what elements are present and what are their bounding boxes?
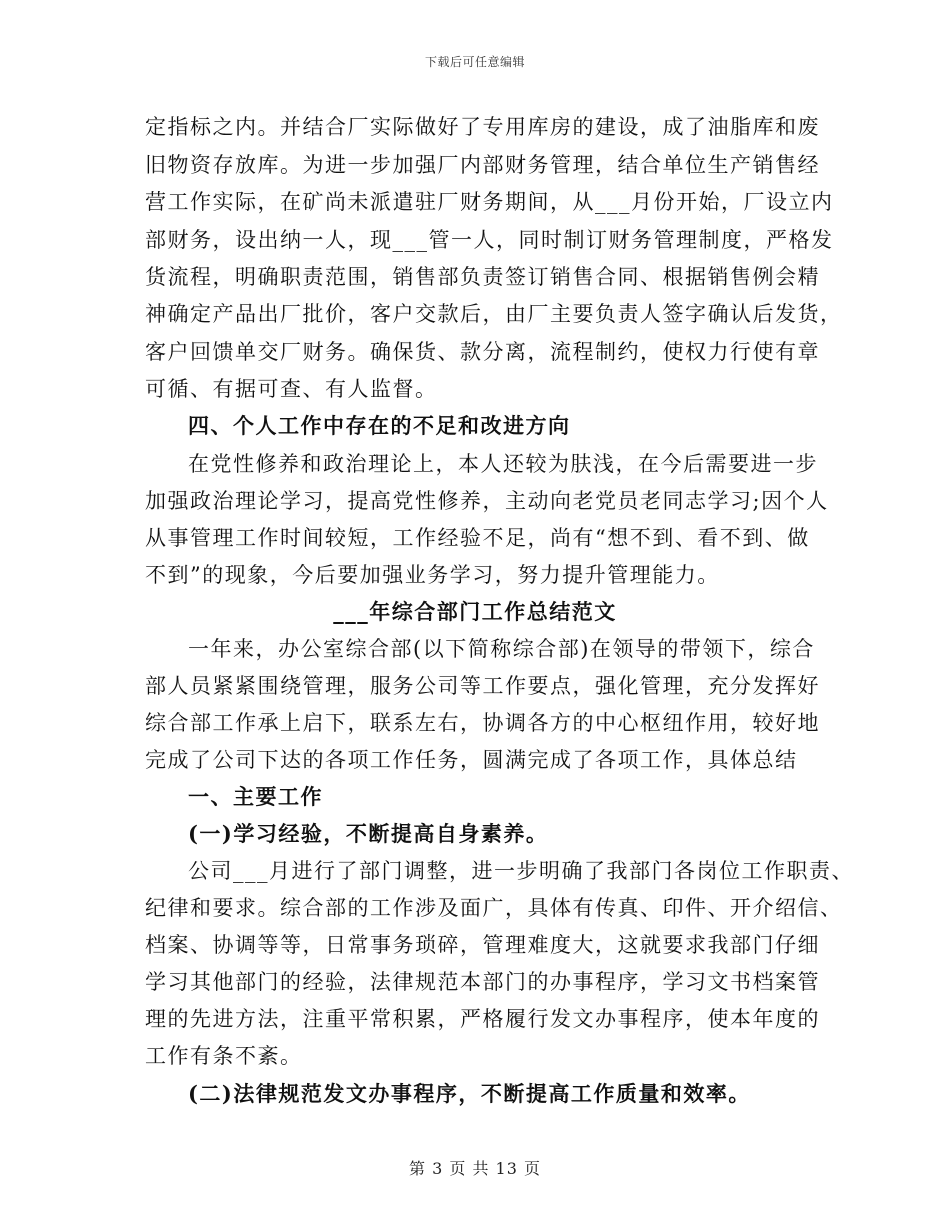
section-heading: 一、主要工作 xyxy=(188,784,323,809)
body-line: 一年来，办公室综合部(以下简称综合部)在领导的带领下，综合 xyxy=(188,637,815,661)
body-line: 档案、协调等等，日常事务琐碎，管理难度大，这就要求我部门仔细 xyxy=(145,933,820,957)
body-line: 神确定产品出厂批价，客户交款后，由厂主要负责人签字确认后发货， xyxy=(145,302,843,326)
body-line: 学习其他部门的经验，法律规范本部门的办事程序，学习文书档案管 xyxy=(145,970,820,994)
body-line: 定指标之内。并结合厂实际做好了专用库房的建设，成了油脂库和废 xyxy=(145,115,820,139)
body-line: 纪律和要求。综合部的工作涉及面广，具体有传真、印件、开介绍信、 xyxy=(145,896,843,920)
body-line: 完成了公司下达的各项工作任务，圆满完成了各项工作，具体总结 xyxy=(145,748,798,772)
body-line: 货流程，明确职责范围，销售部负责签订销售合同、根据销售例会精 xyxy=(145,265,820,289)
body-line: 工作有条不紊。 xyxy=(145,1044,303,1068)
subsection-heading: (二)法律规范发文办事程序，不断提高工作质量和效率。 xyxy=(188,1081,751,1106)
subsection-heading: (一)学习经验，不断提高自身素养。 xyxy=(188,821,549,846)
body-line: 加强政治理论学习，提高党性修养，主动向老党员老同志学习;因个人 xyxy=(145,489,829,513)
body-line: 公司___月进行了部门调整，进一步明确了我部门各岗位工作职责、 xyxy=(188,859,854,883)
section-heading: 四、个人工作中存在的不足和改进方向 xyxy=(188,413,571,438)
body-line: 综合部工作承上启下，联系左右，协调各方的中心枢纽作用，较好地 xyxy=(145,711,820,735)
header-note: 下载后可任意编辑 xyxy=(424,55,525,69)
body-line: 客户回馈单交厂财务。确保货、款分离，流程制约，使权力行使有章 xyxy=(145,340,820,364)
body-line: 旧物资存放库。为进一步加强厂内部财务管理，结合单位生产销售经 xyxy=(145,153,820,177)
body-line: 不到”的现象，今后要加强业务学习，努力提升管理能力。 xyxy=(145,563,720,587)
body-line: 在党性修养和政治理论上，本人还较为肤浅，在今后需要进一步 xyxy=(188,452,818,476)
body-line: 营工作实际，在矿尚未派遣驻厂财务期间，从___月份开始，厂设立内 xyxy=(145,190,834,214)
body-line: 部财务，设出纳一人，现___管一人，同时制订财务管理制度，严格发 xyxy=(145,228,834,252)
page-footer: 第 3 页 共 13 页 xyxy=(409,1159,541,1178)
body-line: 部人员紧紧围绕管理，服务公司等工作要点，强化管理，充分发挥好 xyxy=(145,674,820,698)
document-title: ___年综合部门工作总结范文 xyxy=(333,599,617,624)
body-line: 理的先进方法，注重平常积累，严格履行发文办事程序，使本年度的 xyxy=(145,1007,820,1031)
body-line: 可循、有据可查、有人监督。 xyxy=(145,377,438,401)
body-line: 从事管理工作时间较短，工作经验不足，尚有“想不到、看不到、做 xyxy=(145,526,810,550)
